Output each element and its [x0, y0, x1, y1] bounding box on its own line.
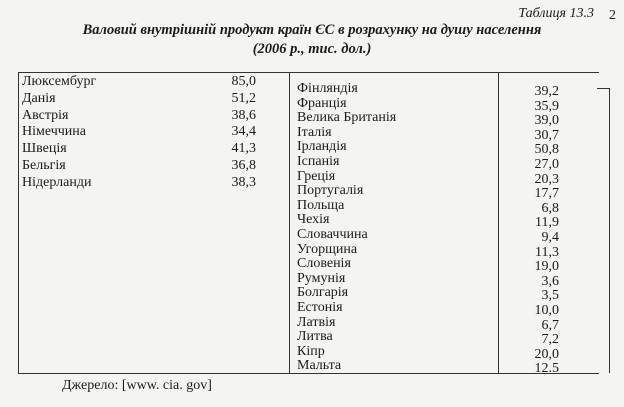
gdp-value: 39,0	[534, 113, 559, 129]
country-name: Румунія	[297, 270, 346, 286]
country-name: Словаччина	[297, 227, 368, 242]
country-name: Латвія	[297, 314, 336, 330]
gdp-table	[18, 72, 599, 377]
gdp-value: 3,6	[541, 273, 559, 289]
gdp-value: 6,8	[541, 200, 559, 216]
country-name: Данія	[22, 90, 56, 106]
gdp-value: 6,7	[541, 317, 559, 333]
country-name: Португалія	[297, 183, 364, 199]
country-name: Швеція	[22, 141, 67, 157]
page-number: 2	[609, 8, 616, 23]
gdp-value: 30,7	[534, 127, 559, 143]
country-name: Болгарія	[297, 285, 349, 301]
country-name: Мальта	[297, 358, 342, 374]
gdp-value: 12.5	[534, 361, 559, 377]
table-subtitle: (2006 р., тис. дол.)	[252, 41, 372, 57]
country-name: Бельгія	[22, 158, 66, 173]
gdp-value: 20,0	[534, 346, 559, 362]
country-name: Естонія	[297, 300, 343, 315]
table-title: Валовий внутрішній продукт країн ЄС в розрахунку на душу населення	[82, 22, 542, 38]
country-name: Люксембург	[22, 74, 97, 89]
gdp-value: 50,8	[534, 142, 559, 158]
source-note: Джерело: [www. cia. gov]	[62, 378, 212, 393]
country-name: Німеччина	[22, 124, 87, 140]
gdp-value: 38,6	[231, 107, 256, 123]
gdp-value: 27,0	[534, 157, 559, 172]
country-name: Іспанія	[297, 154, 340, 169]
gdp-value: 36,8	[231, 158, 256, 173]
country-name: Польща	[297, 197, 345, 213]
country-name: Ірландія	[297, 139, 347, 155]
country-name: Нідерланди	[22, 174, 92, 190]
country-name: Чехія	[297, 212, 330, 228]
gdp-value: 35,9	[534, 98, 559, 114]
gdp-value: 9,4	[541, 230, 559, 245]
gdp-value: 39,2	[534, 84, 559, 99]
country-name: Фінляндія	[297, 81, 358, 96]
country-name: Литва	[297, 329, 333, 345]
gdp-value: 11,9	[535, 215, 559, 231]
gdp-value: 20,3	[534, 171, 559, 187]
column-divider	[289, 73, 290, 373]
gdp-value: 17,7	[534, 186, 559, 202]
gdp-value: 3,5	[541, 288, 559, 304]
country-name: Італія	[297, 124, 332, 140]
country-name: Кіпр	[297, 343, 325, 359]
country-name: Австрія	[22, 107, 69, 123]
country-name: Греція	[297, 168, 336, 184]
gdp-value: 34,4	[231, 124, 256, 140]
table-number: Таблиця 13.3	[518, 6, 594, 21]
gdp-value: 11,3	[535, 244, 559, 260]
country-name: Франція	[297, 95, 347, 111]
table-side-bracket	[597, 88, 610, 373]
gdp-value: 51,2	[231, 90, 256, 106]
gdp-value: 10,0	[534, 303, 559, 318]
country-name: Словенія	[297, 256, 351, 272]
country-name: Угорщина	[297, 241, 358, 257]
gdp-value: 38,3	[231, 174, 256, 190]
gdp-value: 19,0	[534, 259, 559, 275]
gdp-value: 7,2	[541, 332, 559, 348]
gdp-value: 85,0	[231, 74, 256, 89]
gdp-value: 41,3	[231, 141, 256, 157]
country-name: Велика Британія	[297, 110, 397, 126]
